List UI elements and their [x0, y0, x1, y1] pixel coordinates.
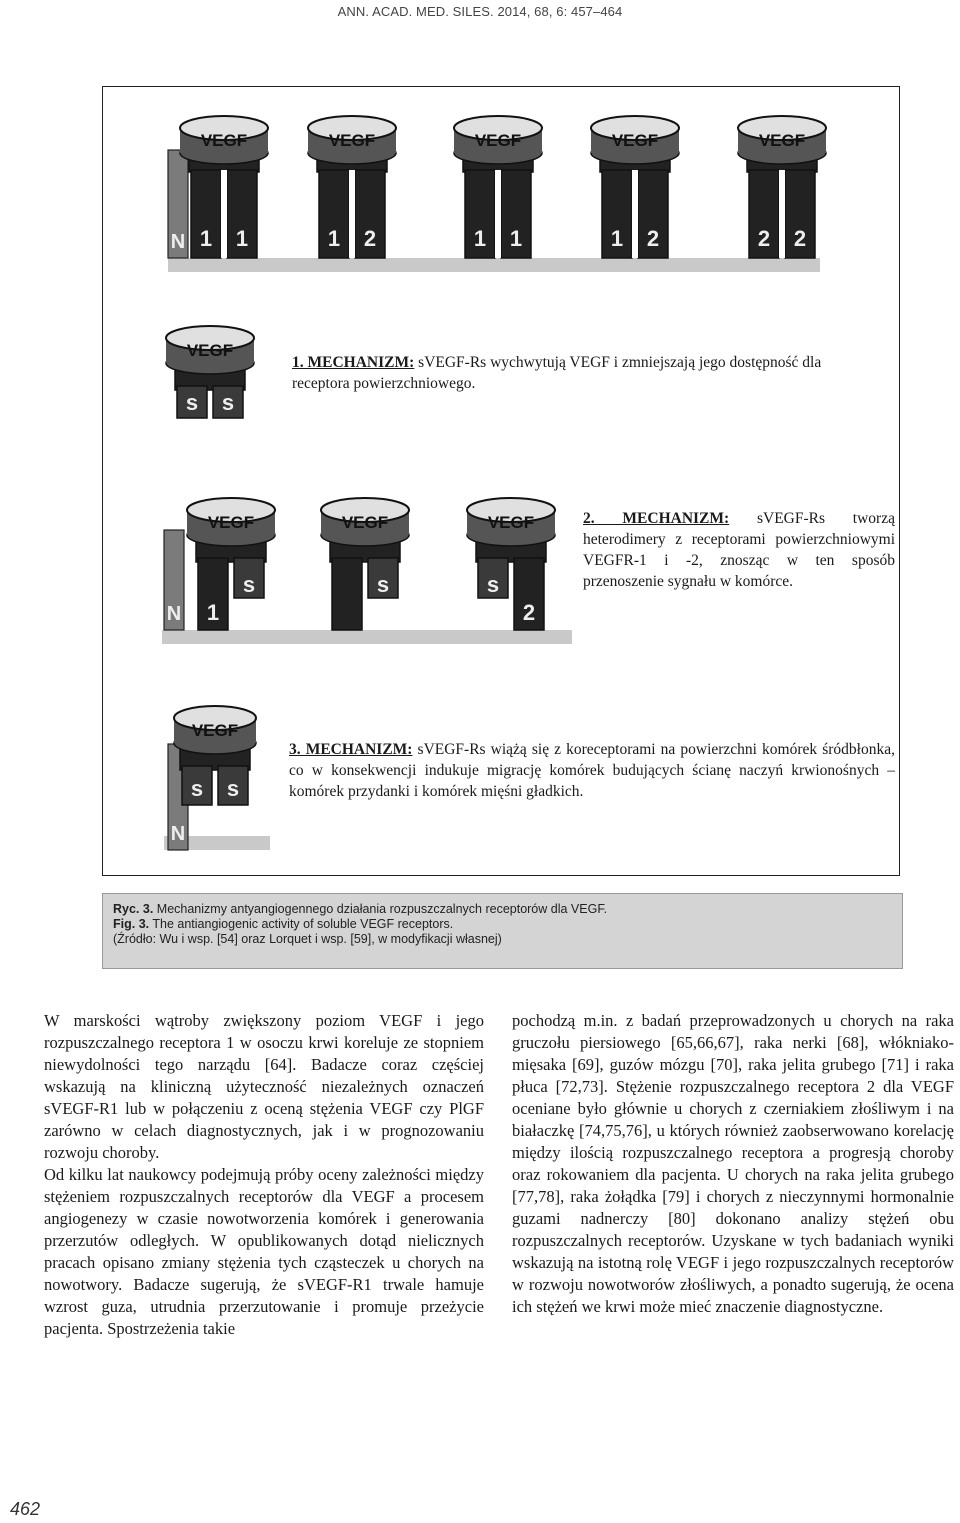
mechanism-3-number: 3. MECHANIZM:	[289, 741, 413, 758]
body-column-right	[512, 1010, 954, 1318]
caption-fig-label: Fig. 3.	[113, 917, 150, 931]
caption-source: (Źródło: Wu i wsp. [54] oraz Lorquet i wsp. [59], w modyfikacji własnej)	[113, 932, 502, 946]
receptor-arm-label: 1	[327, 226, 341, 251]
mechanism-1-number: 1. MECHANIZM:	[292, 354, 415, 371]
receptor-arm-label: s	[226, 776, 240, 801]
cell-membrane	[168, 258, 820, 272]
vegf-label: VEGF	[474, 131, 522, 150]
vegf-label: VEGF	[611, 131, 659, 150]
body-paragraph: W marskości wątroby zwiększony poziom VEGF i jego rozpuszczalnego receptora 1 w osoczu krwi koreluje ze stopniem niewydolności tego narządu [64]. Badacze coraz częściej wskazują na kliniczną użyteczność niezależnych oznaczeń sVEGF-R1 lub w połączeniu z oceną stężenia VEGF czy PlGF zarówno w celach diagnostycznych, jak i w prognozowaniu rozwoju choroby.	[44, 1011, 484, 1162]
vegf-label: VEGF	[191, 721, 239, 740]
neuropilin-label: N	[170, 823, 186, 845]
receptor-arm-label: 1	[509, 226, 523, 251]
dimer-gap	[632, 170, 638, 258]
mechanism-3-description: sVEGF-Rs wiążą się z koreceptorami na powierzchni komórek śródbłonka, co w konsekwencji indukuje migrację komórek budujących ścianę naczyń krwionośnych – komórek przydanki i komórek mięśni gładkich.	[289, 741, 895, 800]
vegf-label: VEGF	[487, 513, 535, 532]
vegf-label: VEGF	[328, 131, 376, 150]
receptor-arm-label: s	[190, 776, 204, 801]
running-head: ANN. ACAD. MED. SILES. 2014, 68, 6: 457–464	[337, 4, 623, 19]
neuropilin-label: N	[166, 603, 182, 625]
mechanism-1-description: sVEGF-Rs wychwytują VEGF i zmniejszają jego dostępność dla receptora powierzchniowego.	[292, 354, 822, 392]
caption-fig-text: The antiangiogenic activity of soluble VEGF receptors.	[149, 917, 454, 931]
receptor-arm-label: 2	[646, 226, 660, 251]
receptor-arm-label: s	[242, 572, 256, 597]
dimer-gap	[495, 170, 501, 258]
vegf-label: VEGF	[341, 513, 389, 532]
mechanism-1-text	[292, 352, 882, 394]
receptor-arm-label: 2	[757, 226, 771, 251]
cell-membrane	[162, 630, 572, 644]
receptor-arm-label: s	[376, 572, 390, 597]
receptor-arm-label: 2	[363, 226, 377, 251]
body-paragraph: Od kilku lat naukowcy podejmują próby oceny zależności między stężeniem rozpuszczalnych receptorów dla VEGF a procesem angiogenezy w czasie nowotworzenia komórek i generowania przerzutów odległych. W opublikowanych dotąd nielicznych pracach opisano zmiany stężenia tych cząsteczek u chorych na nowotwory. Badacze sugerują, że sVEGF-R1 trwale hamuje wzrost guza, utrudnia przerzutowanie i promuje przeżycie pacjenta. Spostrzeżenia takie	[44, 1165, 484, 1338]
vegf-label: VEGF	[200, 131, 248, 150]
dimer-gap	[349, 170, 355, 258]
body-paragraph: pochodzą m.in. z badań przeprowadzonych u chorych na raka gruczołu piersiowego [65,66,67], raka nerki [68], włókniako-mięsaka [69], guzów mózgu [70], raka jelita grubego [71] i raka płuca [72,73]. Stężenie rozpuszczalnego receptora 2 dla VEGF oceniane było głównie u chorych z czerniakiem złośliwym i na białaczkę [74,75,76], u których również zaobserwowano korelację między ilością rozpuszczalnego receptora a progresją choroby oraz rokowaniem dla pacjenta. U chorych na raka jelita grubego [77,78], raka żołądka [79] i chorych z nieczynnymi hormonalnie guzami nadnerczy [80] dokonano analizy stężeń obu rozpuszczalnych receptorów. Uzyskane w tych badaniach wyniki wskazują na istotną rolę VEGF i jego rozpuszczalnych receptorów w rozwoju nowotworów złośliwych, a ponadto sugerują, że ocena ich stężeń we krwi może mieć znaczenie diagnostyczne.	[512, 1011, 954, 1316]
dimer-gap	[221, 170, 227, 258]
receptor-arm-label: 1	[610, 226, 624, 251]
mechanism-2-number: 2. MECHANIZM:	[583, 510, 730, 527]
receptor-arm-label: s	[221, 390, 235, 415]
receptor-arm-label: 2	[522, 600, 536, 625]
vegf-label: VEGF	[758, 131, 806, 150]
mechanism-2-description: sVEGF-Rs tworzą heterodimery z receptorami powierzchniowymi VEGFR-1 i -2, znosząc w ten sposób przenoszenie sygnału w komórce.	[583, 510, 895, 590]
mechanism-3-text	[289, 739, 895, 802]
caption-ryc-text: Mechanizmy antyangiogennego działania rozpuszczalnych receptorów dla VEGF.	[153, 902, 608, 916]
figure-caption	[102, 893, 903, 969]
receptor-arm-label: s	[486, 572, 500, 597]
receptor-arm-label: 2	[793, 226, 807, 251]
dimer-gap	[779, 170, 785, 258]
neuropilin-label: N	[170, 231, 186, 253]
receptor-arm	[332, 558, 362, 630]
receptor-arm-label: 1	[206, 600, 220, 625]
caption-ryc-label: Ryc. 3.	[113, 902, 154, 916]
vegf-label: VEGF	[207, 513, 255, 532]
mechanism-2-text	[583, 508, 895, 592]
vegf-label: VEGF	[186, 341, 234, 360]
page-number: 462	[10, 1499, 41, 1519]
body-column-left	[44, 1010, 484, 1340]
receptor-arm-label: 1	[235, 226, 249, 251]
receptor-arm-label: 1	[199, 226, 213, 251]
receptor-arm-label: 1	[473, 226, 487, 251]
receptor-arm-label: s	[185, 390, 199, 415]
